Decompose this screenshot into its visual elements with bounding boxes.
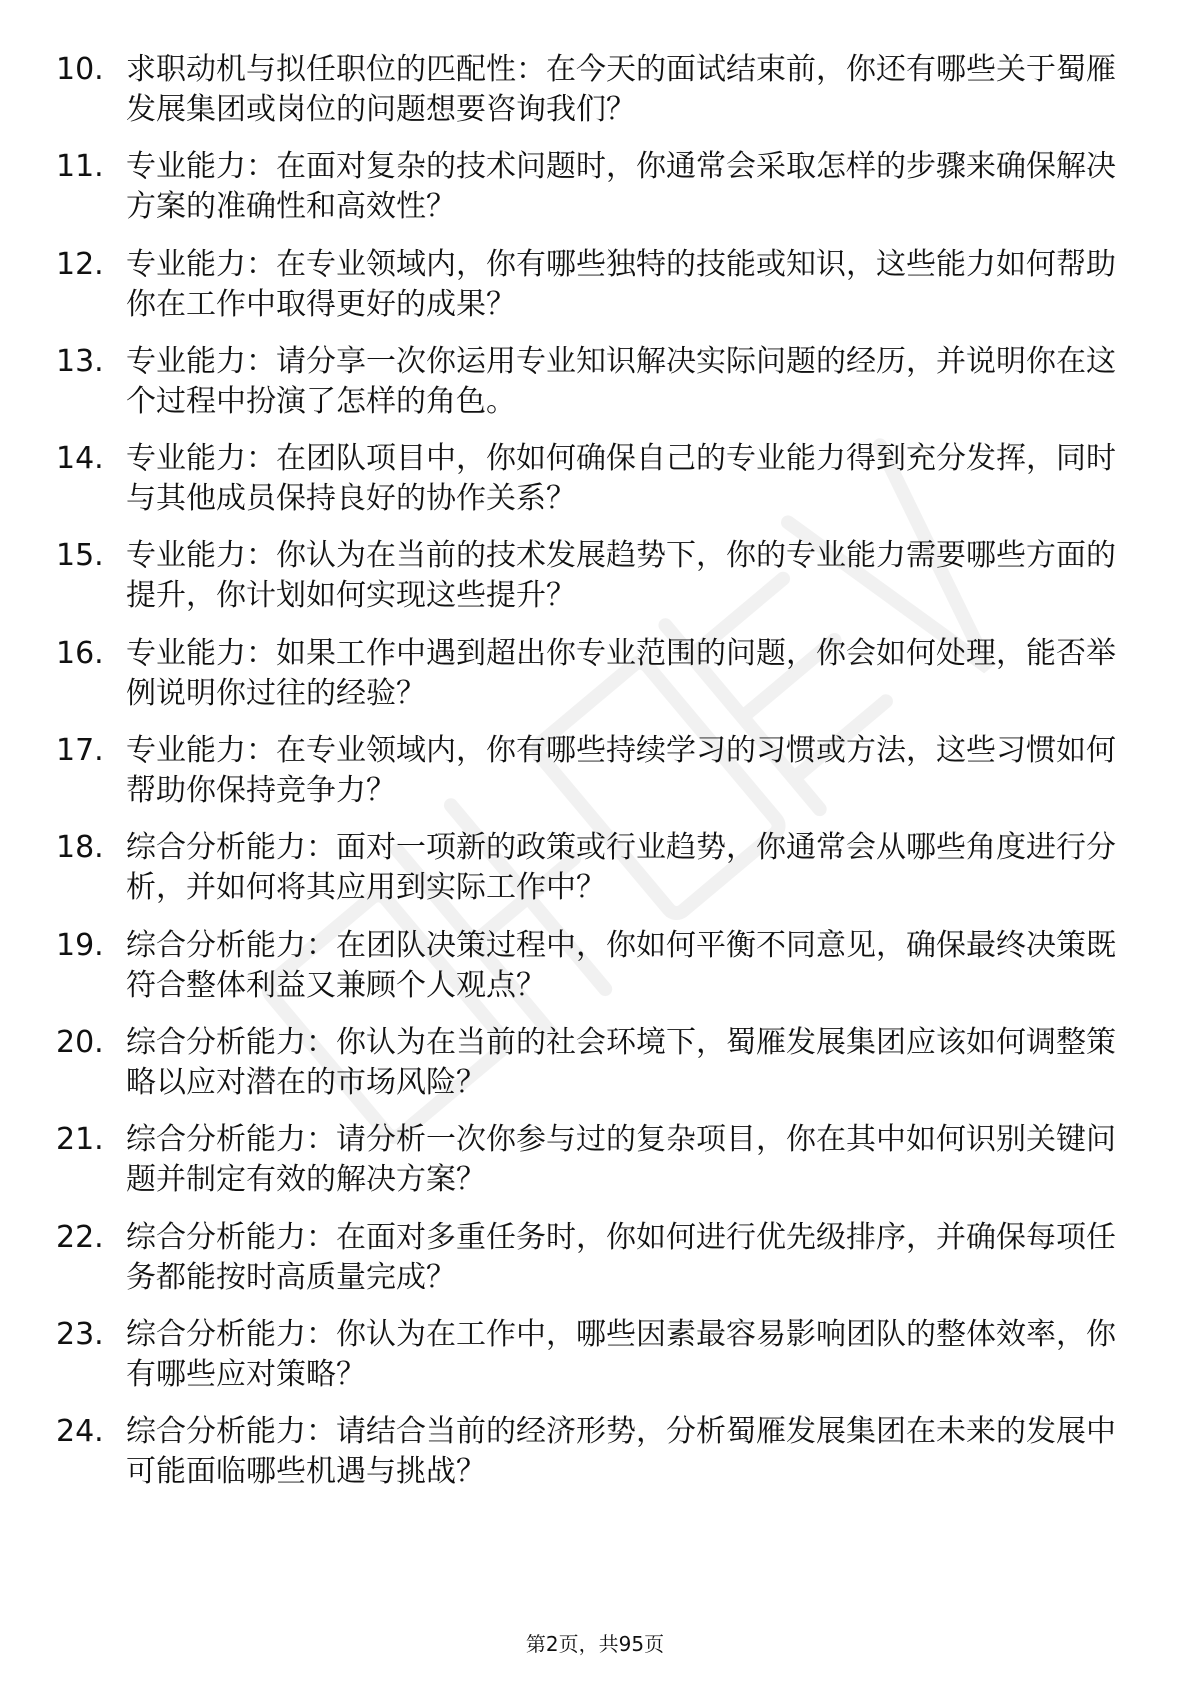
- question-item: [56, 1120, 1116, 1200]
- question-number: 20.: [56, 1024, 104, 1060]
- question-text: 专业能力：在团队项目中，你如何确保自己的专业能力得到充分发挥，同时与其他成员保持良好的协作关系？: [126, 441, 1116, 517]
- question-item: [56, 536, 1116, 616]
- question-number: 14.: [56, 441, 104, 477]
- question-item: [56, 1315, 1116, 1395]
- question-item: [56, 731, 1116, 811]
- question-number: 23.: [56, 1316, 104, 1352]
- question-list: [56, 50, 1116, 1509]
- question-number: 18.: [56, 830, 104, 866]
- question-number: 13.: [56, 343, 104, 379]
- question-item: [56, 439, 1116, 519]
- question-item: [56, 245, 1116, 325]
- question-text: 求职动机与拟任职位的匹配性：在今天的面试结束前，你还有哪些关于蜀雁发展集团或岗位的问题想要咨询我们？: [126, 52, 1116, 127]
- question-number: 21.: [56, 1122, 104, 1158]
- question-number: 17.: [56, 733, 104, 769]
- page-number-label: 第2页，共95页: [525, 1632, 665, 1656]
- question-text: 专业能力：你认为在当前的技术发展趋势下，你的专业能力需要哪些方面的提升，你计划如何实现这些提升？: [126, 538, 1116, 614]
- question-number: 10.: [56, 52, 104, 87]
- question-text: 综合分析能力：在面对多重任务时，你如何进行优先级排序，并确保每项任务都能按时高质量完成？: [126, 1219, 1116, 1295]
- question-number: 15.: [56, 538, 104, 574]
- question-item: [56, 828, 1116, 908]
- question-number: 19.: [56, 927, 104, 963]
- question-item: [56, 1023, 1116, 1103]
- question-item: [56, 634, 1116, 714]
- question-item: [56, 342, 1116, 422]
- question-text: 综合分析能力：面对一项新的政策或行业趋势，你通常会从哪些角度进行分析，并如何将其应用到实际工作中？: [126, 830, 1116, 906]
- question-text: 综合分析能力：请分析一次你参与过的复杂项目，你在其中如何识别关键问题并制定有效的解决方案？: [126, 1122, 1116, 1198]
- question-text: 专业能力：如果工作中遇到超出你专业范围的问题，你会如何处理，能否举例说明你过往的经验？: [126, 635, 1116, 711]
- question-number: 16.: [56, 635, 104, 671]
- question-item: [56, 50, 1116, 130]
- question-text: 专业能力：在专业领域内，你有哪些独特的技能或知识，这些能力如何帮助你在工作中取得更好的成果？: [126, 246, 1116, 322]
- question-item: [56, 147, 1116, 227]
- question-item: [56, 1412, 1116, 1492]
- question-text: 专业能力：在专业领域内，你有哪些持续学习的习惯或方法，这些习惯如何帮助你保持竞争力？: [126, 733, 1116, 809]
- question-number: 11.: [56, 149, 104, 185]
- question-text: 综合分析能力：你认为在工作中，哪些因素最容易影响团队的整体效率，你有哪些应对策略？: [126, 1316, 1116, 1392]
- question-text: 专业能力：请分享一次你运用专业知识解决实际问题的经历，并说明你在这个过程中扮演了怎样的角色。: [126, 343, 1116, 419]
- question-text: 综合分析能力：请结合当前的经济形势，分析蜀雁发展集团在未来的发展中可能面临哪些机遇与挑战？: [126, 1414, 1116, 1490]
- question-text: 综合分析能力：在团队决策过程中，你如何平衡不同意见，确保最终决策既符合整体利益又兼顾个人观点？: [126, 927, 1116, 1003]
- question-item: [56, 1218, 1116, 1298]
- question-number: 12.: [56, 246, 104, 282]
- question-number: 24.: [56, 1414, 104, 1450]
- question-number: 22.: [56, 1219, 104, 1255]
- question-item: [56, 926, 1116, 1006]
- question-text: 专业能力：在面对复杂的技术问题时，你通常会采取怎样的步骤来确保解决方案的准确性和高效性？: [126, 149, 1116, 225]
- page-footer: [0, 1632, 1190, 1656]
- question-text: 综合分析能力：你认为在当前的社会环境下，蜀雁发展集团应该如何调整策略以应对潜在的市场风险？: [126, 1024, 1116, 1100]
